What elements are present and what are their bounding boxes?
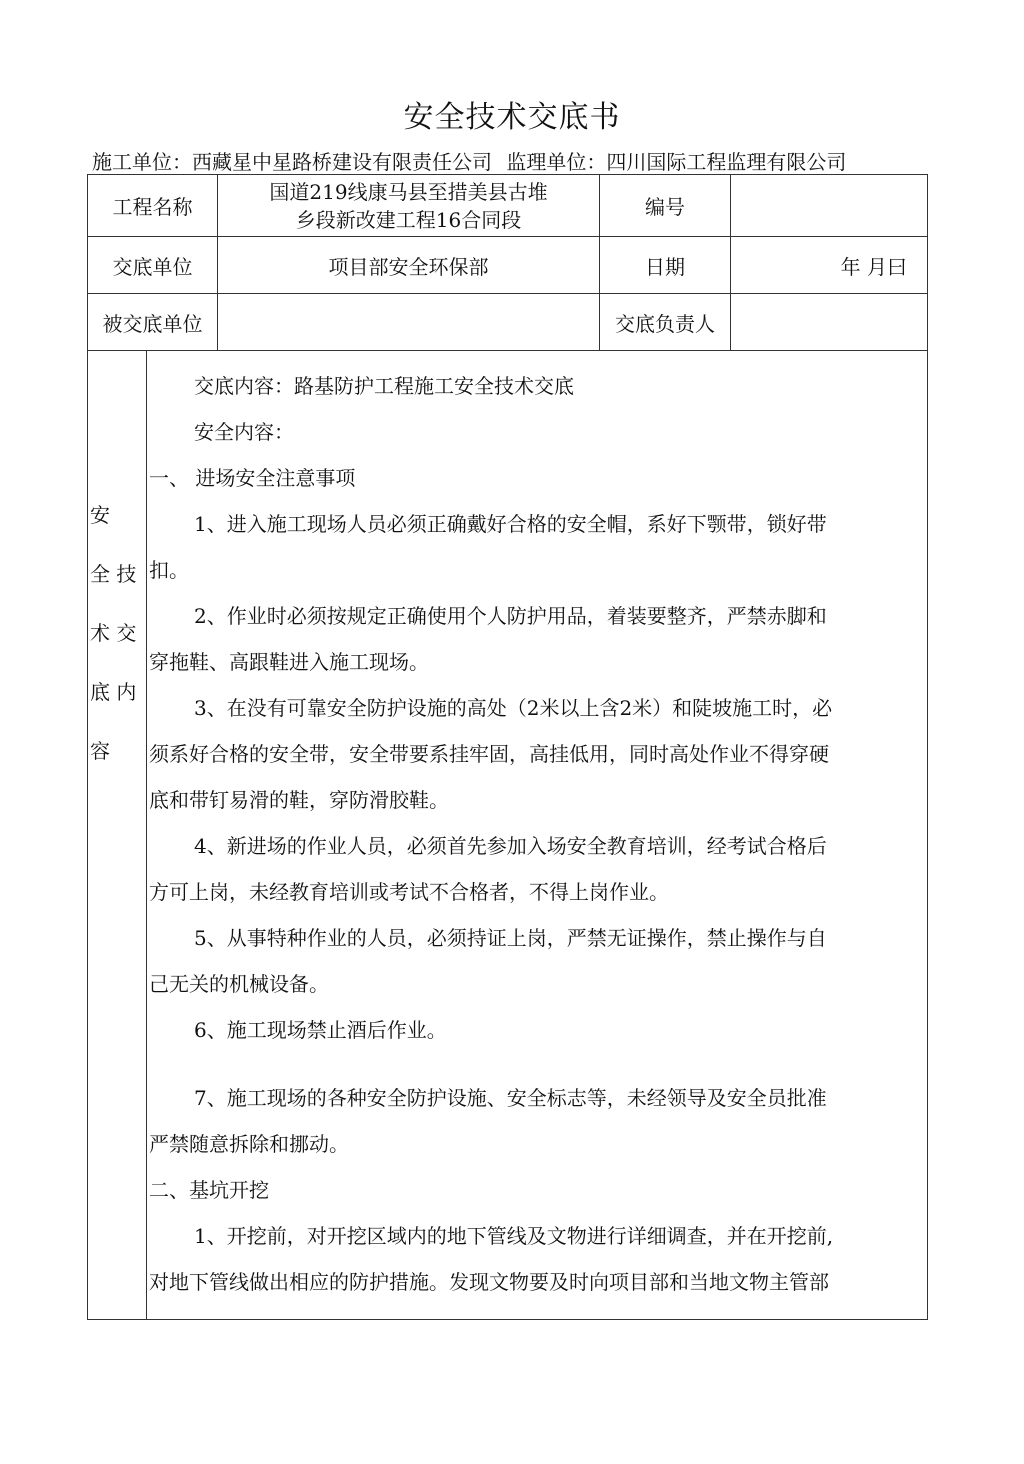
safety-heading: 安全内容： bbox=[194, 420, 294, 444]
section-heading: 一、 进场安全注意事项 bbox=[149, 466, 356, 490]
content-line: 对地下管线做出相应的防护措施。发现文物要及时向项目部和当地文物主管部 bbox=[149, 1270, 829, 1294]
side-label-line: 全 技 bbox=[90, 562, 137, 586]
row-disclosing-unit bbox=[88, 237, 928, 294]
content-line: 4、新进场的作业人员，必须首先参加入场安全教育培训，经考试合格后 bbox=[194, 834, 827, 858]
spacer bbox=[149, 1053, 897, 1075]
side-label-cell bbox=[88, 351, 147, 1320]
content-line: 1、开挖前，对开挖区域内的地下管线及文物进行详细调查，并在开挖前, bbox=[194, 1224, 834, 1248]
side-label-line: 安 bbox=[90, 503, 110, 527]
disclosing-unit-value: 项目部安全环保部 bbox=[218, 237, 600, 294]
project-name-value bbox=[218, 175, 600, 237]
content-line: 须系好合格的安全带，安全带要系挂牢固，高挂低用，同时高处作业不得穿硬 bbox=[149, 742, 829, 766]
content-line: 方可上岗，未经教育培训或考试不合格者，不得上岗作业。 bbox=[149, 880, 669, 904]
content-line: 1、进入施工现场人员必须正确戴好合格的安全帽，系好下颚带，锁好带 bbox=[194, 512, 827, 536]
content-line: 5、从事特种作业的人员，必须持证上岗，严禁无证操作，禁止操作与自 bbox=[194, 926, 827, 950]
content-line: 严禁随意拆除和挪动。 bbox=[149, 1132, 349, 1156]
side-label-line: 底 内 bbox=[90, 680, 137, 704]
row-receiving-unit bbox=[88, 294, 928, 351]
content-line: 己无关的机械设备。 bbox=[149, 972, 329, 996]
content-line: 2、作业时必须按规定正确使用个人防护用品，着装要整齐，严禁赤脚和 bbox=[194, 604, 827, 628]
content-subject: 交底内容：路基防护工程施工安全技术交底 bbox=[194, 374, 574, 398]
responsible-value bbox=[731, 294, 928, 351]
project-name-line2: 乡段新改建工程16合同段 bbox=[295, 207, 522, 232]
disclosing-unit-label: 交底单位 bbox=[88, 237, 218, 294]
disclosure-table bbox=[87, 174, 928, 1320]
content-cell bbox=[147, 351, 928, 1320]
receiving-unit-value bbox=[218, 294, 600, 351]
unit-header bbox=[92, 146, 932, 175]
responsible-label: 交底负责人 bbox=[600, 294, 731, 351]
content-line: 7、施工现场的各种安全防护设施、安全标志等，未经领导及安全员批准 bbox=[194, 1086, 827, 1110]
date-value: 年 月曰 bbox=[731, 237, 928, 294]
side-label-line: 术 交 bbox=[90, 621, 137, 645]
number-label: 编号 bbox=[600, 175, 731, 237]
content-line: 扣。 bbox=[149, 558, 189, 582]
row-content bbox=[88, 351, 928, 1320]
date-label: 日期 bbox=[600, 237, 731, 294]
supervision-unit: 监理单位：四川国际工程监理有限公司 bbox=[506, 150, 847, 174]
content-line: 6、施工现场禁止酒后作业。 bbox=[194, 1018, 447, 1042]
side-label bbox=[90, 486, 148, 781]
document-title: 安全技术交底书 bbox=[403, 100, 621, 135]
content-line: 穿拖鞋、高跟鞋进入施工现场。 bbox=[149, 650, 429, 674]
content-line: 3、在没有可靠安全防护设施的高处（2米以上含2米）和陡坡施工时，必 bbox=[194, 696, 833, 720]
project-name-line1: 国道219线康马县至措美县古堆 bbox=[269, 179, 548, 204]
project-name-label: 工程名称 bbox=[88, 175, 218, 237]
number-value bbox=[731, 175, 928, 237]
row-project bbox=[88, 175, 928, 237]
side-label-line: 容 bbox=[90, 739, 110, 763]
receiving-unit-label: 被交底单位 bbox=[88, 294, 218, 351]
section-heading: 二、基坑开挖 bbox=[149, 1178, 269, 1202]
content-line: 底和带钉易滑的鞋，穿防滑胶鞋。 bbox=[149, 788, 449, 812]
construction-unit: 施工单位：西藏星中星路桥建设有限责任公司 bbox=[92, 150, 492, 174]
